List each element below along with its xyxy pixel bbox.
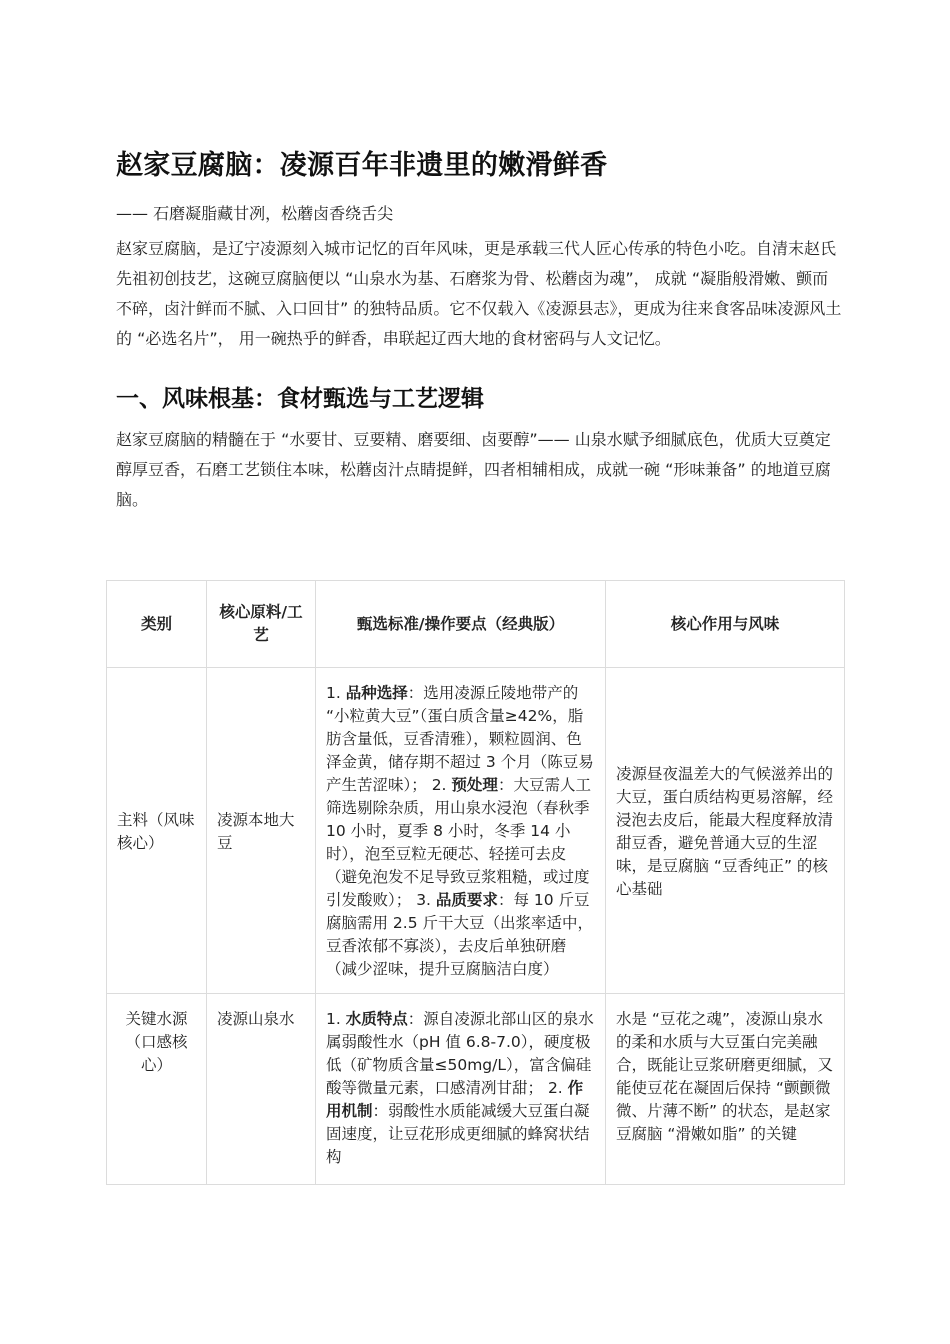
cell-effect <box>606 994 845 1185</box>
item-number: 2. <box>426 776 452 794</box>
cell-material: 凌源山泉水 <box>207 994 316 1185</box>
cell-standards <box>316 668 606 994</box>
document-page <box>116 148 842 515</box>
page-title: 赵家豆腐脑：凌源百年非遗里的嫩滑鲜香 <box>116 150 608 181</box>
page-subtitle: —— 石磨凝脂藏甘冽，松蘑卤香绕舌尖 <box>116 204 394 223</box>
item-label: 作用机制 <box>326 1079 584 1120</box>
item-text: ：弱酸性水质能减缓大豆蛋白凝固速度，让豆花形成更细腻的蜂窝状结构 <box>326 1102 590 1166</box>
header-material: 核心原料/工艺 <box>207 581 316 668</box>
section-paragraph: 赵家豆腐脑的精髓在于 “水要甘、豆要精、磨要细、卤要醇”—— 山泉水赋予细腻底色，优质大豆奠定醇厚豆香，石磨工艺锁住本味，松蘑卤汁点睛提鲜，四者相辅相成，成就一碗 “形味兼备” 的地道豆腐脑。 <box>116 430 831 509</box>
item-label: 品质要求 <box>435 891 498 909</box>
table-header-row <box>107 581 845 668</box>
header-effect: 核心作用与风味 <box>606 581 845 668</box>
item-label: 水质特点 <box>345 1010 408 1028</box>
header-standards: 甄选标准/操作要点（经典版） <box>316 581 606 668</box>
section-heading: 一、风味根基：食材甄选与工艺逻辑 <box>116 386 484 412</box>
item-text: ：源自凌源北部山区的泉水属弱酸性水（pH 值 6.8-7.0），硬度极低（矿物质含量≤50mg/L），富含偏硅酸等微量元素，口感清冽甘甜； <box>326 1010 594 1097</box>
cell-clip: 水是 “豆花之魂”，凌源山泉水的柔和水质与大豆蛋白完美融合，既能让豆浆研磨更细腻，又能使豆花在凝固后保持 “颤颤微微、片薄不断” 的状态，是赵家豆腐脑 “滑嫩如脂” 的关键 <box>616 1010 834 1143</box>
table-row <box>107 668 845 994</box>
cell-category: 关键水源（口感核心） <box>107 994 207 1185</box>
item-number: 2. <box>543 1079 568 1097</box>
item-number: 1. <box>326 1010 346 1028</box>
cell-clip <box>326 1008 595 1168</box>
item-number: 1. <box>326 684 346 702</box>
cell-effect: 凌源昼夜温差大的气候滋养出的大豆，蛋白质结构更易溶解，经浸泡去皮后，能最大程度释放清甜豆香，避免普通大豆的生涩味，是豆腐脑 “豆香纯正” 的核心基础 <box>606 668 845 994</box>
ingredients-table <box>106 580 845 1185</box>
header-category: 类别 <box>107 581 207 668</box>
cell-standards <box>316 994 606 1185</box>
item-text: ：大豆需人工筛选剔除杂质，用山泉水浸泡（春秋季 10 小时，夏季 8 小时，冬季 14 小时），泡至豆粒无硬芯、轻搓可去皮（避免泡发不足导致豆浆粗糙，或过度引发酸败）； <box>326 776 591 909</box>
intro-paragraph: 赵家豆腐脑，是辽宁凌源刻入城市记忆的百年风味，更是承载三代人匠心传承的特色小吃。自清末赵氏先祖初创技艺，这碗豆腐脑便以 “山泉水为基、石磨浆为骨、松蘑卤为魂”， 成就 “凝脂般滑嫩、颤而不碎，卤汁鲜而不腻、入口回甘” 的独特品质。它不仅载入《凌源县志》，更成为往来食客品味凌源风土的 “必选名片”， 用一碗热乎的鲜香，串联起辽西大地的食材密码与人文记忆。 <box>116 239 842 348</box>
cell-category: 主料（风味核心） <box>107 668 207 994</box>
cell-material: 凌源本地大豆 <box>207 668 316 994</box>
item-text: ：选用凌源丘陵地带产的 “小粒黄大豆”（蛋白质含量≥42%，脂肪含量低，豆香清雅），颗粒圆润、色泽金黄，储存期不超过 3 个月（陈豆易产生苦涩味）； <box>326 684 594 794</box>
item-number: 3. <box>411 891 436 909</box>
table-row <box>107 994 845 1185</box>
item-label: 预处理 <box>451 776 498 794</box>
item-text: ：每 10 斤豆腐脑需用 2.5 斤干大豆（出浆率适中，豆香浓郁不寡淡），去皮后单独研磨（减少涩味，提升豆腐脑洁白度） <box>326 891 594 978</box>
ingredients-table-container <box>106 580 844 1185</box>
item-label: 品种选择 <box>345 684 408 702</box>
